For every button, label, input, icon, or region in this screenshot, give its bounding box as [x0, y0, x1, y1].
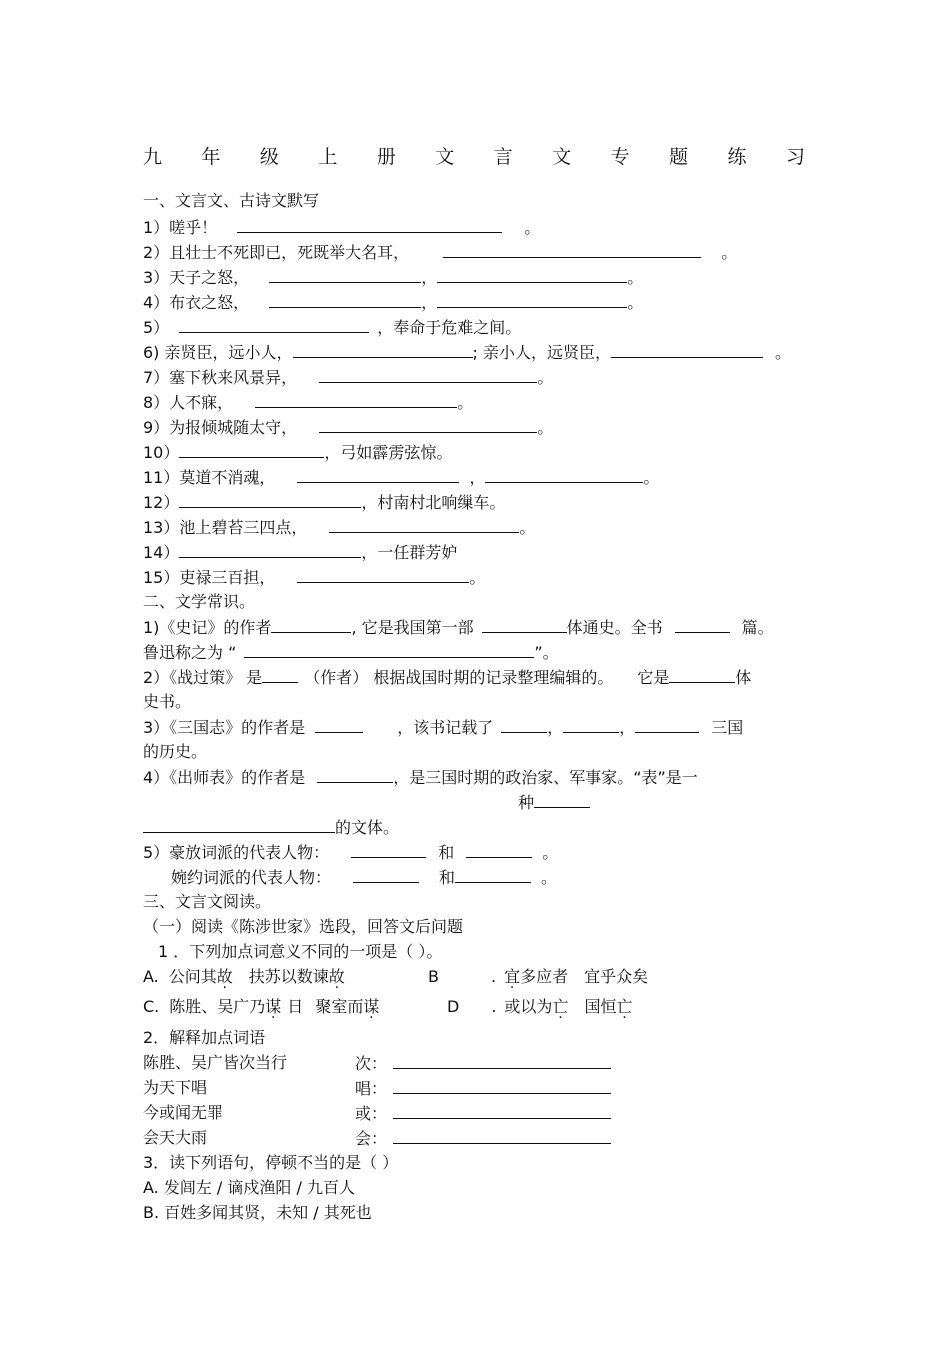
word-key: 次：: [355, 1052, 611, 1075]
dotted-word: 故: [216, 967, 233, 986]
question-text: 篇。: [741, 618, 774, 637]
page-title: [143, 142, 805, 169]
question-text: ，弓如霹雳弦惊。: [324, 443, 453, 462]
answer-blank[interactable]: [297, 566, 469, 583]
answer-blank[interactable]: [485, 466, 643, 483]
question-line: 2．解释加点词语: [143, 1028, 266, 1047]
question-text: 8）人不寐，: [143, 393, 234, 412]
question-text: ，是三国时期的政治家、军事家。“表”是一: [393, 768, 698, 787]
answer-blank[interactable]: [501, 716, 547, 733]
answer-blank[interactable]: [262, 666, 298, 683]
punct: .: [490, 967, 497, 986]
question-line: [171, 866, 557, 889]
question-text: 1）嗟乎！: [143, 218, 218, 237]
answer-blank[interactable]: [143, 816, 335, 833]
dotted-word: 谋: [265, 997, 282, 1016]
punct: 。: [537, 368, 554, 387]
answer-blank[interactable]: [244, 641, 534, 658]
punct: 。: [721, 243, 738, 262]
punct: 。: [524, 218, 541, 237]
option-text: 或以为: [504, 997, 553, 1016]
word-item: 今或闻无罪: [143, 1103, 224, 1122]
answer-blank[interactable]: [297, 466, 459, 483]
answer-blank[interactable]: [269, 291, 421, 308]
question-text: 它是: [637, 668, 670, 687]
question-text: 三国: [711, 718, 744, 737]
word-key: 会：: [355, 1127, 611, 1150]
title-char: 题: [669, 146, 689, 168]
punct: 。: [627, 268, 644, 287]
option-row: [143, 996, 379, 1018]
punct: 。: [457, 393, 474, 412]
question-line: [143, 316, 521, 339]
question-text: 5）: [143, 318, 170, 337]
question-line: 的历史。: [143, 742, 208, 761]
answer-blank[interactable]: [455, 866, 531, 883]
question-line: [143, 441, 452, 464]
question-text: 种: [518, 793, 535, 812]
question-line: [143, 291, 643, 314]
question-text: 12）: [143, 493, 180, 512]
question-text: 鲁迅称之为 “: [143, 643, 237, 662]
punct: 。: [542, 843, 559, 862]
option-row: A. 发闾左 / 谪戍渔阳 / 九百人: [143, 1178, 355, 1197]
question-line: [143, 766, 698, 789]
answer-blank[interactable]: [315, 716, 363, 733]
question-line: [143, 241, 737, 264]
question-text: ，奉命于危难之间。: [377, 318, 522, 337]
question-text: ; 亲小人，远贤臣，: [472, 343, 611, 362]
question-line: [143, 216, 540, 239]
question-text: 14）: [143, 543, 180, 562]
question-line: [143, 266, 643, 289]
title-char: 级: [259, 146, 279, 168]
title-char: 习: [785, 146, 805, 168]
question-text: 4）《出师表》的作者是: [143, 768, 306, 787]
dotted-word: 谋: [363, 997, 380, 1016]
answer-blank[interactable]: [179, 441, 324, 458]
answer-blank[interactable]: [635, 716, 699, 733]
question-line: [143, 341, 791, 364]
answer-blank[interactable]: [353, 866, 419, 883]
question-line: 1 ．下列加点词意义不同的一项是（ ）。: [158, 942, 443, 961]
answer-blank[interactable]: [293, 341, 473, 358]
answer-blank[interactable]: [437, 291, 627, 308]
question-line: [143, 541, 457, 564]
option-text: 国恒: [584, 997, 617, 1016]
question-text: 和: [438, 843, 455, 862]
answer-blank[interactable]: [675, 616, 730, 633]
answer-blank[interactable]: [611, 341, 763, 358]
answer-blank[interactable]: [437, 266, 627, 283]
question-text: ，一任群芳妒: [361, 543, 458, 562]
title-char: 练: [727, 146, 747, 168]
dotted-word: 故: [328, 967, 345, 986]
option-text: 公问其: [168, 967, 217, 986]
punct: 。: [775, 343, 792, 362]
answer-blank[interactable]: [393, 1102, 611, 1119]
option-text: 多应者: [520, 967, 569, 986]
dotted-word: 亡: [552, 997, 569, 1016]
question-line: 史书。: [143, 692, 192, 711]
question-line: [143, 466, 659, 489]
option-label: A.: [143, 967, 159, 986]
answer-blank[interactable]: [466, 841, 532, 858]
title-char: 文: [435, 146, 455, 168]
answer-blank[interactable]: [179, 491, 361, 508]
subsection-heading: （一）阅读《陈涉世家》选段，回答文后问题: [143, 917, 464, 936]
answer-blank[interactable]: [393, 1077, 611, 1094]
title-char: 年: [201, 146, 221, 168]
section-heading: 三、文言文阅读。: [143, 892, 272, 911]
answer-blank[interactable]: [237, 216, 502, 233]
question-text: 体: [735, 668, 752, 687]
word-key: 唱：: [355, 1077, 611, 1100]
punct: ，: [547, 718, 564, 737]
question-line: [143, 366, 553, 389]
section-heading: 二、文学常识。: [143, 592, 256, 611]
section-heading: 一、文言文、古诗文默写: [143, 191, 320, 210]
answer-blank[interactable]: [317, 766, 393, 783]
question-text: 2）且壮士不死即已，死既举大名耳，: [143, 243, 410, 262]
question-line: [143, 641, 559, 664]
question-text: ，村南村北响缫车。: [361, 493, 506, 512]
answer-blank[interactable]: [482, 616, 567, 633]
question-text: 的文体。: [335, 818, 400, 837]
punct: .: [491, 997, 497, 1016]
question-text: ，该书记载了: [397, 718, 494, 737]
punct: ，: [421, 268, 438, 287]
answer-blank[interactable]: [563, 716, 619, 733]
question-text: 3）天子之怒，: [143, 268, 250, 287]
word-item: 陈胜、吴广皆次当行: [143, 1053, 288, 1072]
answer-blank[interactable]: [319, 416, 537, 433]
question-text: 3）《三国志》的作者是: [143, 718, 306, 737]
option-text: 扶苏以数谏: [248, 967, 329, 986]
answer-blank[interactable]: [443, 241, 701, 258]
option-label: C.: [143, 997, 160, 1016]
dotted-word: 宜: [504, 967, 521, 986]
option-row: [143, 966, 345, 988]
answer-blank[interactable]: [393, 1052, 611, 1069]
question-line: [143, 716, 743, 739]
answer-blank[interactable]: [351, 841, 426, 858]
answer-blank[interactable]: [534, 791, 590, 808]
option-row: [447, 996, 632, 1018]
question-text: 15）吏禄三百担，: [143, 568, 276, 587]
question-line: [143, 516, 535, 539]
answer-blank[interactable]: [255, 391, 457, 408]
option-text: 宜乎众矣: [584, 967, 649, 986]
question-text: 13）池上碧苔三四点，: [143, 518, 308, 537]
answer-blank[interactable]: [269, 266, 421, 283]
answer-blank[interactable]: [179, 316, 369, 333]
punct: 。: [541, 868, 558, 887]
dotted-word: 亡: [616, 997, 633, 1016]
title-char: 九: [143, 146, 163, 168]
punct: 。: [627, 293, 644, 312]
question-line: [143, 816, 399, 839]
punct: ，: [469, 468, 486, 487]
question-text: 和: [439, 868, 456, 887]
question-line: [143, 391, 473, 414]
question-line: [143, 566, 485, 589]
punct: 。: [519, 518, 536, 537]
question-line: [143, 841, 558, 864]
answer-blank[interactable]: [393, 1127, 611, 1144]
question-text: 6) 亲贤臣，远小人，: [143, 343, 293, 362]
question-text: 7）塞下秋来风景异，: [143, 368, 298, 387]
answer-blank[interactable]: [271, 616, 351, 633]
option-label: D: [447, 997, 460, 1016]
word-key: 或：: [355, 1102, 611, 1125]
word-item: 为天下唱: [143, 1078, 208, 1097]
question-text: 婉约词派的代表人物：: [171, 868, 332, 887]
punct: ，: [619, 718, 636, 737]
question-text: 10）: [143, 443, 180, 462]
punct: 。: [469, 568, 486, 587]
question-line: [143, 491, 505, 514]
option-label: B: [428, 967, 439, 986]
word-item: 会天大雨: [143, 1128, 208, 1147]
question-text: ”。: [534, 643, 559, 662]
question-line: [518, 791, 590, 814]
option-text: 日: [287, 997, 304, 1016]
title-char: 文: [552, 146, 572, 168]
answer-blank[interactable]: [179, 541, 361, 558]
question-text: 体通史。全书: [566, 618, 663, 637]
question-text: 4）布衣之怒，: [143, 293, 250, 312]
question-text: , 它是我国第一部: [351, 618, 474, 637]
question-line: [143, 416, 553, 439]
answer-blank[interactable]: [319, 366, 537, 383]
answer-blank[interactable]: [329, 516, 519, 533]
title-char: 册: [376, 146, 396, 168]
question-text: 5）豪放词派的代表人物：: [143, 843, 330, 862]
title-char: 上: [318, 146, 338, 168]
title-char: 专: [610, 146, 630, 168]
title-char: 言: [493, 146, 513, 168]
question-line: 3．读下列语句，停顿不当的是（ ）: [143, 1153, 399, 1172]
answer-blank[interactable]: [669, 666, 735, 683]
option-text: 聚室而: [315, 997, 364, 1016]
option-row: [428, 966, 648, 988]
punct: 。: [537, 418, 554, 437]
question-text: 1)《史记》的作者: [143, 618, 272, 637]
question-text: 9）为报倾城随太守，: [143, 418, 298, 437]
question-text: （作者） 根据战国时期的记录整理编辑的。: [304, 668, 614, 687]
option-row: B. 百姓多闻其贤，未知 / 其死也: [143, 1203, 372, 1222]
option-text: 陈胜、吴广乃: [169, 997, 266, 1016]
question-text: 2）《战过策》 是: [143, 668, 263, 687]
punct: ，: [421, 293, 438, 312]
question-line: [143, 616, 774, 639]
question-line: [143, 666, 751, 689]
punct: 。: [643, 468, 660, 487]
question-text: 11）莫道不消魂，: [143, 468, 276, 487]
